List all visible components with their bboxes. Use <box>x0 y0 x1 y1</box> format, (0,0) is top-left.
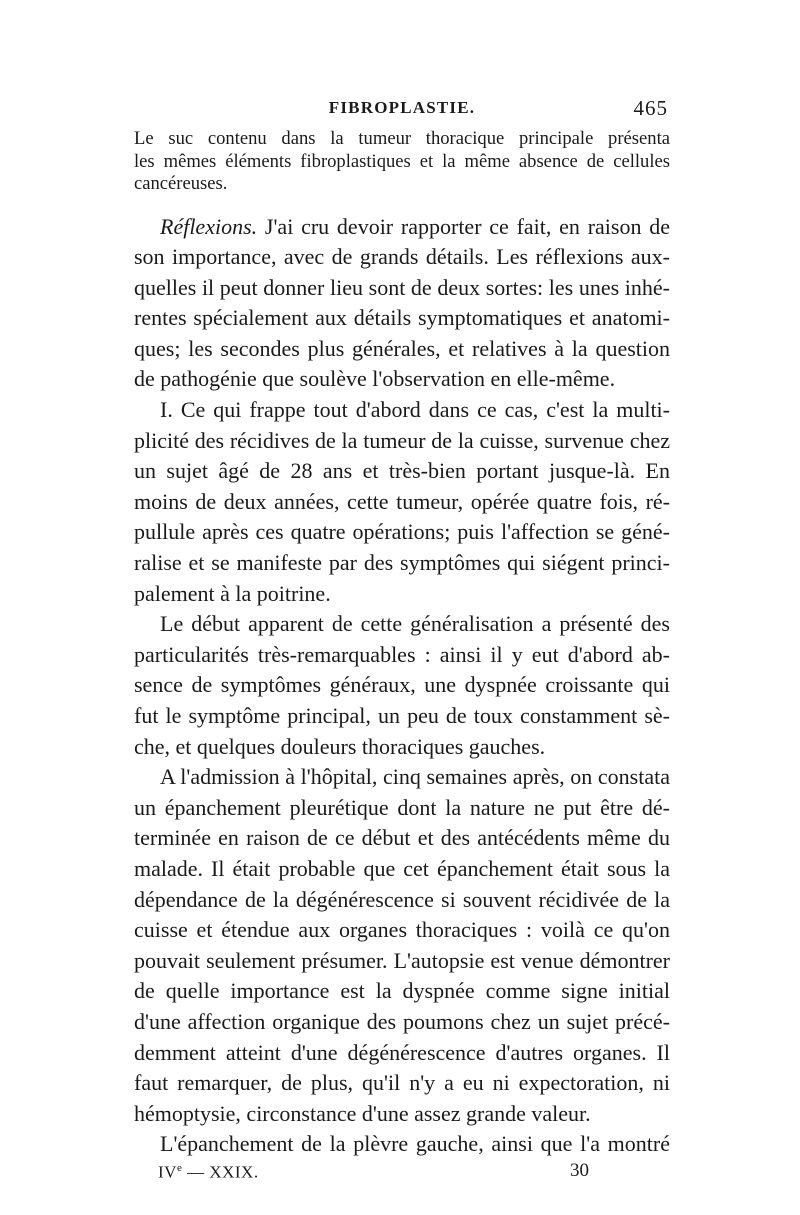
text-line: A l'admission à l'hôpital, cinq semaines après, on constata <box>160 764 670 790</box>
text-line: cuisse et étendue aux organes thoraciques : voilà ce qu'on <box>134 917 670 943</box>
text-line: terminée en raison de ce début et des antécédents même du <box>134 825 670 851</box>
paragraph-1 <box>134 395 670 609</box>
text-line: sence de symptômes généraux, une dyspnée croissante qui <box>134 672 670 698</box>
text-line: d'une affection organique des poumons chez un sujet précé- <box>134 1008 670 1034</box>
paragraph-reflexions <box>134 212 670 396</box>
text-line: un sujet âgé de 28 ans et très-bien portant jusque-là. En <box>134 458 670 484</box>
page-footer <box>134 1160 670 1184</box>
book-page <box>134 96 670 1184</box>
running-title: FIBROPLASTIE. <box>328 98 476 117</box>
text-line: fut le symptôme principal, un peu de toux constamment sè- <box>134 703 670 728</box>
text-line: cancéreuses. <box>134 173 228 194</box>
text-line: les mêmes éléments fibroplastiques et la même absence de cellules <box>134 150 670 172</box>
text-line: che, et quelques douleurs thoraciques gauches. <box>134 733 546 759</box>
body-text <box>134 212 670 1160</box>
text-line: dépendance de la dégénérescence si souvent récidivée de la <box>134 886 670 912</box>
page-number: 465 <box>633 96 668 120</box>
text-line: Le début apparent de cette généralisation a présenté des <box>160 611 670 637</box>
text-line: palement à la poitrine. <box>134 580 331 606</box>
text-line: faut remarquer, de plus, qu'il n'y a eu ni expectoration, ni <box>134 1070 670 1096</box>
text-line: I. Ce qui frappe tout d'abord dans ce cas, c'est la multi- <box>160 397 670 423</box>
text-line: plicité des récidives de la tumeur de la cuisse, survenue chez <box>134 427 670 453</box>
text-line: L'épanchement de la plèvre gauche, ainsi que l'a montré <box>160 1131 670 1157</box>
signature-series: — XXIX. <box>182 1162 259 1182</box>
text-line: pouvait seulement présumer. L'autopsie est venue démontrer <box>134 947 670 973</box>
signature-mark <box>158 1162 259 1183</box>
text-line: moins de deux années, cette tumeur, opérée quatre fois, ré- <box>134 488 670 514</box>
text-line: hémoptysie, circonstance d'une assez grande valeur. <box>134 1100 591 1126</box>
text-line: Le suc contenu dans la tumeur thoracique principale présenta <box>134 128 670 149</box>
text-fragment: J'ai cru devoir rapporter ce fait, en raison de <box>257 213 670 239</box>
text-line: son importance, avec de grands détails. Les réflexions aux- <box>134 244 670 270</box>
text-line: pullule après ces quatre opérations; puis l'affection se géné- <box>134 519 670 545</box>
text-line <box>134 212 670 243</box>
text-line: malade. Il était probable que cet épanchement était sous la <box>134 855 670 881</box>
text-line: de quelle importance est la dyspnée comme signe initial <box>134 978 670 1004</box>
section-lead: Réflexions. <box>160 213 258 239</box>
paragraph-4 <box>134 1129 670 1160</box>
text-line: demment atteint d'une dégénérescence d'autres organes. Il <box>134 1039 670 1065</box>
intro-paragraph <box>134 128 670 196</box>
paragraph-2 <box>134 609 670 762</box>
signature-volume: IV <box>158 1162 177 1182</box>
signature-superscript: e <box>176 1161 183 1174</box>
text-line: rentes spécialement aux détails symptomatiques et anatomi- <box>134 305 670 331</box>
text-line: un épanchement pleurétique dont la nature ne put être dé- <box>134 794 670 820</box>
text-line: ralise et se manifeste par des symptômes qui siégent princi- <box>134 550 670 576</box>
paragraph-3 <box>134 762 670 1129</box>
text-line: ques; les secondes plus générales, et relatives à la question <box>134 335 670 361</box>
text-line: de pathogénie que soulève l'observation en elle-même. <box>134 366 616 392</box>
sheet-number: 30 <box>570 1159 589 1181</box>
page-header <box>134 96 670 124</box>
text-line: particularités très-remarquables : ainsi il y eut d'abord ab- <box>134 641 670 667</box>
text-line: quelles il peut donner lieu sont de deux sortes: les unes inhé- <box>134 274 670 300</box>
